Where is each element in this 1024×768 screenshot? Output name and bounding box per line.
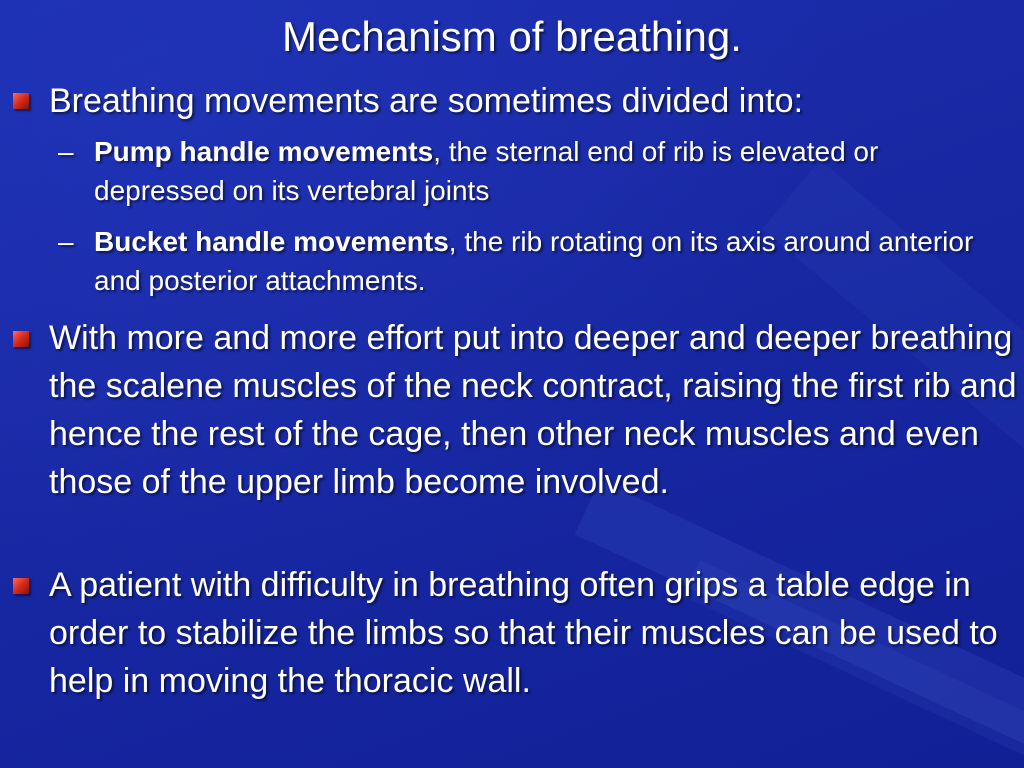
sub-bullet-text: , the rib rotating on its axis around anterior and posterior attachments.: [94, 226, 974, 296]
square-bullet-icon: [13, 578, 29, 594]
square-bullet-icon: [13, 93, 29, 109]
sub-bullet-pump-handle: [94, 132, 1016, 210]
square-bullet-icon: [13, 331, 29, 347]
dash-icon: –: [58, 136, 74, 167]
bullet-deeper-breathing: With more and more effort put into deeper and deeper breathing the scalene muscles of the neck contract, raising the first rib and hence the rest of the cage, then other neck muscles and even those of the upper limb become involved.: [49, 319, 1017, 501]
sub-bullet-term: Pump handle movements: [94, 136, 434, 167]
dash-icon: –: [58, 226, 74, 257]
sub-bullet-term: Bucket handle movements: [94, 226, 449, 257]
slide-title: Mechanism of breathing.: [282, 13, 742, 60]
bullet-breathing-movements: Breathing movements are sometimes divided into:: [49, 82, 804, 120]
sub-bullet-bucket-handle: [94, 222, 1016, 300]
bullet-patient-difficulty: A patient with difficulty in breathing often grips a table edge in order to stabilize the limbs so that their muscles can be used to help in moving the thoracic wall.: [49, 566, 998, 700]
sub-bullet-text: , the sternal end of rib is elevated or depressed on its vertebral joints: [94, 136, 879, 206]
